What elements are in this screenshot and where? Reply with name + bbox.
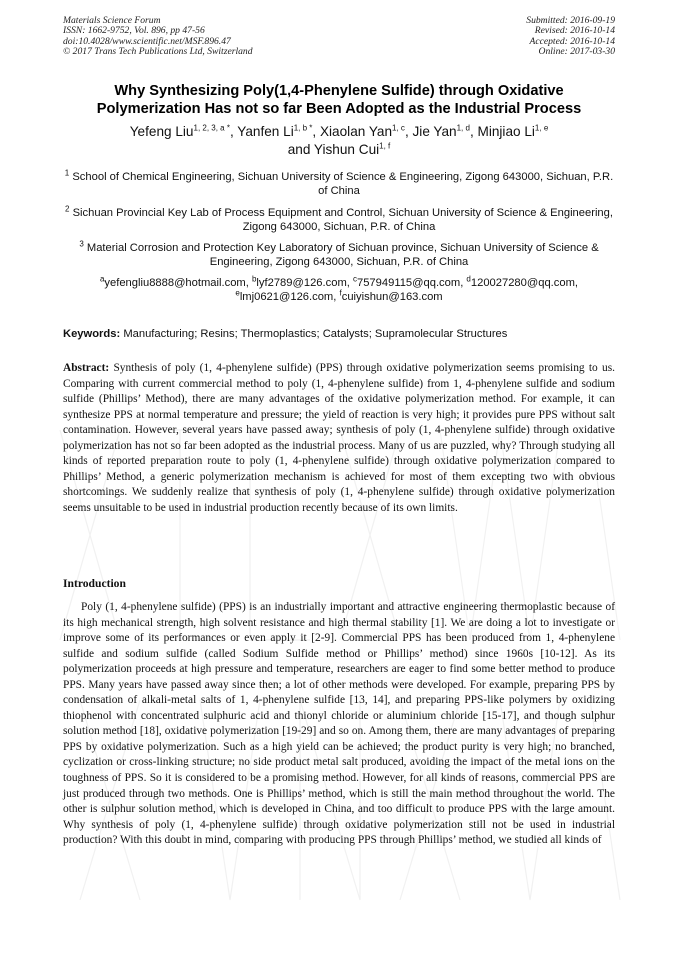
journal-header — [63, 16, 253, 58]
keywords-label: Keywords: — [63, 328, 121, 340]
affiliation-number: 2 — [65, 204, 70, 214]
author-list: Yefeng Liu$^{1, 2, 3, a *}$, Yanfen $Li^{1, b *}$, Xiaolan Yan$^{1, c}$, Jie Yan$^{1, d}$, Minjiao Li$^{1, e}$ and Yishun Cui$^{1, f}$ — [129, 123, 549, 157]
author-affiliation-marks: 1, c — [392, 123, 405, 133]
title-line: Polymerization Has not so far Been Adopted as the Industrial Process — [96, 101, 582, 117]
title-line: Why Synthesizing Poly(1,4-Phenylene Sulfide) through Oxidative — [114, 83, 564, 99]
accepted-date: Accepted: 2016-10-14 — [529, 35, 615, 47]
author-name: Yanfen Li — [237, 124, 294, 139]
email-link[interactable]: cuiyishun@163.com — [341, 291, 443, 303]
affiliation-number: 1 — [64, 168, 70, 178]
author-affiliation-marks: 1, 2, 3, a * — [193, 123, 230, 133]
affiliation-text: Sichuan Provincial Key Lab of Process Equipment and Control, Sichuan University of Science & Engineering, Zigong 643000, Sichuan, P.R. of China — [72, 207, 613, 233]
affiliation-text: School of Chemical Engineering, Sichuan University of Science & Engineering, Zigong 643000, Sichuan, P.R. of China — [72, 171, 614, 197]
email-link[interactable]: 757949115@qq.com — [356, 277, 461, 289]
author-affiliation-marks: 1, f — [379, 141, 391, 151]
author-affiliation-marks: 1, d — [456, 123, 470, 133]
email-mark: d — [466, 274, 471, 284]
section-heading-introduction: Introduction — [63, 577, 126, 590]
email-mark: b — [251, 274, 257, 284]
author-name: Minjiao Li — [477, 124, 535, 139]
email-link[interactable]: lyf2789@126.com — [256, 277, 347, 289]
submitted-date: Submitted: 2016-09-19 — [526, 15, 615, 26]
email-link[interactable]: lmj0621@126.com — [239, 291, 334, 303]
copyright: © 2017 Trans Tech Publications Ltd, Switzerland — [63, 46, 253, 58]
revised-date: Revised: 2016-10-14 — [534, 25, 615, 37]
author-affiliation-marks: 1, e — [534, 123, 549, 133]
author-name: Yefeng Liu — [129, 124, 194, 139]
keywords — [63, 327, 615, 341]
introduction-paragraph: Poly (1, 4-phenylene sulfide) (PPS) is an industrially important and attractive engineering thermoplastic because of its high mechanical strength, high solvent resistance and high thermal stability [1]. We are doing a lot to investigate or improve some of its performances or even apply it [2-9]. Commercial PPS has been produced from 1, 4-phenylene sulfide and sodium sulfide (called Sodium Sulfide method or Phillips’ method) since 1960s [10-12]. As its polymerization proceeds at high pressure and temperature, researchers are eager to find some better method to produce PPS. Many years have passed away since then; a lot of other methods were developed. For example, preparing PPS by condensation of alkali-metal salts of 1, 4-phenylene sulfide [13, 14], and preparing PPS-like polymers by oxidizing thiophenol with concentrated sulphuric acid and thionyl chloride or aluminium chloride [15-17], and though sulphur solution method [18], oxidative polymerization [19-29] and so on. Among them, there are many advantages of preparing PPS by oxidative polymerization. Such as a high yield can be achieved; the product purity is very high; no branched, cyclization or cross-linking structure; no side product metal salt produced, avoiding the impact of the metal ions on the toughness of PPS. So it is considered to be a promising method. However, for all kinds of reasons, commercial PPS are just produced through two methods. One is Phillips’ method, which is still the main method throughout the world. The other is sulphur solution method, which is developed in China, and too difficult to produce PPS with the large amount. Why synthesis of poly (1, 4-phenylene sulfide) through oxidative polymerization still not be used in industrial production? With this doubt in mind, comparing with producing PPS through Phillips’ method, we studied all kinds of — [63, 601, 615, 847]
author-emails: $^a$yefengliu8888@hotmail.com, $^b$lyf2789@126.com, $^c$757949115@qq.com, $^d$120027280@qq.com, $^e$lmj0621@126.com, $^f$cuiyishun@163.com — [99, 274, 579, 303]
author-conjunction: and — [287, 142, 311, 157]
email-mark: c — [352, 274, 357, 284]
email-mark: a — [99, 274, 105, 284]
author-name: Yishun Cui — [313, 142, 380, 157]
author-affiliation-marks: 1, b * — [293, 123, 313, 133]
paper-title — [50, 82, 628, 118]
journal-name: Materials Science Forum — [63, 15, 161, 26]
email-mark: f — [339, 288, 342, 298]
abstract-text: Synthesis of poly (1, 4-phenylene sulfide) (PPS) through oxidative polymerization seems promising to us. Comparing with current commercial method to poly (1, 4-phenylene sulfide) from 1, 4-phenylene sulfide and sodium sulfide (Phillips’ Method), there are many advantages of the oxidative polymerization method. For example, it can synthesize PPS at normal temperature and pressure; the yield of reaction is very high; it provides pure PPS without salt contamination. However, several years have passed away; synthesis of poly (1, 4-phenylene sulfide) through oxidative polymerization has not so far been adopted as the industrial process. Many of us are puzzled, why? Through studying all kinds of reported preparation route to poly (1, 4-phenylene sulfide) through oxidative polymerization compared to Phillips’ Method, a generic polymerization mechanism is achieved for most of them excepting two with obvious shortcomings. We suddenly realize that synthesis of poly (1, 4-phenylene sulfide) through oxidative polymerization seems unsuitable to be used in industrial production recently because of its own limits. — [63, 362, 615, 514]
author-name: Xiaolan Yan — [319, 124, 393, 139]
email-link[interactable]: 120027280@qq.com — [470, 277, 575, 289]
affiliation-text: Material Corrosion and Protection Key Laboratory of Sichuan province, Sichuan University of Science & Engineering, Zigong 643000, Sichuan, P.R. of China — [86, 242, 599, 268]
email-link[interactable]: yefengliu8888@hotmail.com — [104, 277, 246, 289]
affiliation-number: 3 — [79, 239, 84, 249]
author-name: Jie Yan — [412, 124, 457, 139]
affiliation-3 — [64, 241, 614, 269]
affiliation-2 — [64, 206, 614, 234]
keywords-text: Manufacturing; Resins; Thermoplastics; Catalysts; Supramolecular Structures — [123, 328, 508, 340]
affiliation-1 — [64, 170, 614, 198]
dates-header — [526, 16, 615, 58]
doi: doi:10.4028/www.scientific.net/MSF.896.47 — [63, 35, 231, 47]
abstract — [63, 361, 615, 516]
online-date: Online: 2017-03-30 — [538, 46, 615, 58]
abstract-label: Abstract: — [63, 362, 110, 374]
email-mark: e — [235, 288, 240, 298]
issn-volume: ISSN: 1662-9752, Vol. 896, pp 47-56 — [63, 25, 205, 37]
